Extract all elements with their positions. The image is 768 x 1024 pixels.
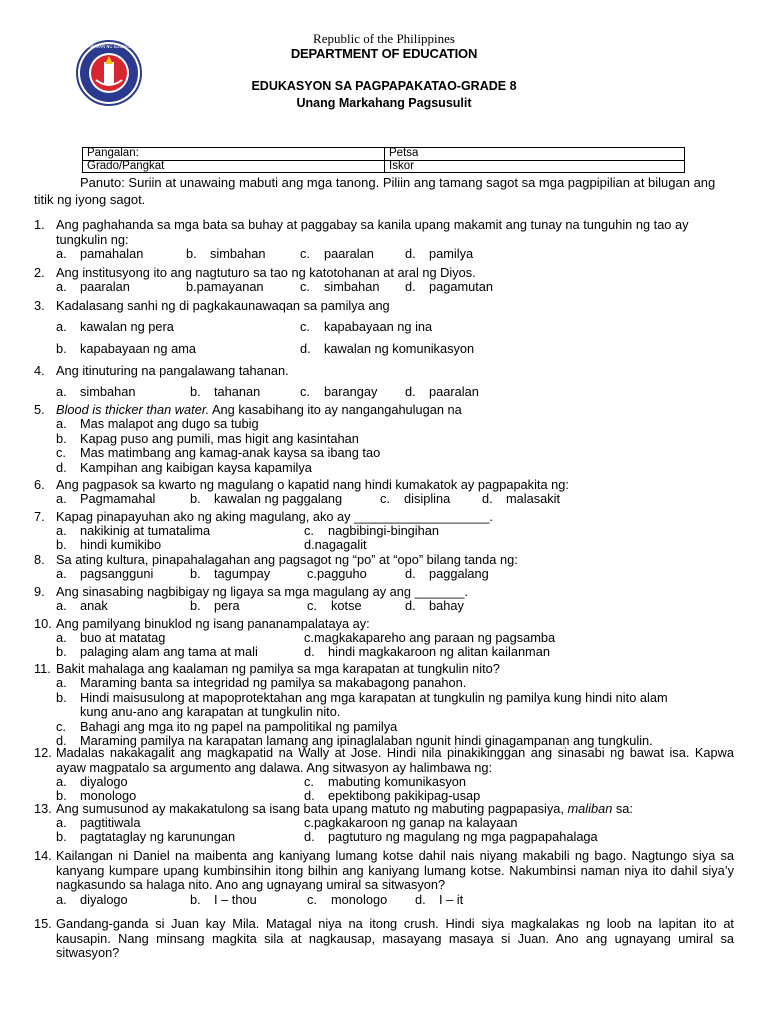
question-number: 13.: [34, 801, 52, 816]
option-letter: b.: [190, 491, 201, 506]
option-text: Pagmamahal: [80, 491, 156, 506]
question-text: [56, 478, 734, 493]
question-text-body: Ang sinasabing nagbibigay ng ligaya sa mga magulang ay ang _______.: [56, 584, 468, 599]
answer-option[interactable]: [56, 492, 155, 507]
question-text-body: Ang institusyong ito ang nagtuturo sa tao ng katotohanan at aral ng Diyos.: [56, 265, 476, 280]
option-text: anak: [80, 598, 108, 613]
answer-option[interactable]: [56, 599, 108, 614]
question-text: [56, 266, 734, 281]
answer-option[interactable]: [300, 342, 474, 357]
answer-option[interactable]: [482, 492, 560, 507]
question-text: [56, 917, 734, 961]
question-number: 7.: [34, 509, 45, 524]
option-letter: c.: [300, 246, 310, 261]
option-letter: d.: [405, 279, 416, 294]
answer-option[interactable]: [190, 893, 257, 908]
question-text-body: Bakit mahalaga ang kaalaman ng pamilya sa mga karapatan at tungkulin nito?: [56, 661, 500, 676]
option-letter: a.: [56, 319, 67, 334]
question-text-body: Ang kasabihang ito ay nangangahulugan na: [209, 402, 462, 417]
answer-option[interactable]: [186, 280, 264, 295]
subject-title: EDUKASYON SA PAGPAPAKATAO-GRADE 8: [251, 79, 517, 93]
student-info-table: [82, 147, 685, 173]
option-text: Mas matimbang ang kamag-anak kaysa sa ibang tao: [80, 445, 381, 460]
answer-option[interactable]: [56, 676, 466, 691]
option-letter: d.: [405, 598, 416, 613]
option-text: kapabayaan ng ama: [80, 341, 196, 356]
answer-option[interactable]: [56, 385, 136, 400]
option-text: Bahagi ang mga ito ng papel na pampolitikal ng pamilya: [80, 718, 398, 734]
option-text: paaralan: [324, 246, 374, 261]
option-letter: d.: [304, 644, 315, 659]
option-letter: a.: [56, 523, 67, 538]
option-text: simbahan: [324, 279, 380, 294]
option-letter: d.: [405, 246, 416, 261]
question-number: 1.: [34, 217, 45, 232]
option-text: Mas malapot ang dugo sa tubig: [80, 416, 259, 431]
answer-option[interactable]: [56, 446, 380, 461]
question-number: 2.: [34, 265, 45, 280]
option-text: kung anu-ano ang karapatan at tungkulin nito.: [80, 704, 341, 719]
question-text: [56, 585, 734, 600]
option-letter: c.: [300, 319, 310, 334]
answer-option[interactable]: [186, 247, 266, 262]
option-text: pagamutan: [429, 279, 494, 294]
option-text: pagtataglay ng karunungan: [80, 829, 236, 844]
question-12: [34, 746, 734, 775]
answer-option[interactable]: [56, 567, 153, 582]
option-text: kotse: [331, 598, 362, 613]
answer-option[interactable]: [304, 830, 598, 845]
option-letter: d.: [482, 491, 493, 506]
answer-option[interactable]: [300, 320, 432, 335]
question-9: [34, 585, 734, 600]
option-text: c.magkakapareho ang paraan ng pagsamba: [304, 630, 556, 645]
question-3: [34, 299, 734, 314]
option-text: paggalang: [429, 566, 489, 581]
answer-option[interactable]: [56, 432, 359, 447]
answer-option[interactable]: [56, 830, 235, 845]
answer-option[interactable]: [304, 645, 550, 660]
option-text: kawalan ng paggalang: [214, 491, 343, 506]
option-letter: c.: [56, 718, 66, 734]
question-text: [56, 218, 734, 247]
question-14: [34, 849, 734, 893]
option-text: c.pagguho: [307, 566, 367, 581]
option-letter: d.: [405, 566, 416, 581]
score-field[interactable]: Iskor: [385, 160, 685, 173]
option-letter: a.: [56, 416, 67, 431]
option-text: barangay: [324, 384, 378, 399]
option-letter: d.: [304, 788, 315, 803]
option-text: kawalan ng pera: [80, 319, 174, 334]
option-text: bahay: [429, 598, 464, 613]
option-letter: c.: [300, 279, 310, 294]
answer-option[interactable]: [415, 893, 463, 908]
option-text: Kampihan ang kaibigan kaysa kapamilya: [80, 459, 312, 475]
option-letter: a.: [56, 630, 67, 645]
svg-text:KAGAWARAN NG EDUKASYON: KAGAWARAN NG EDUKASYON: [79, 44, 139, 49]
option-letter: a.: [56, 675, 67, 690]
grade-section-field[interactable]: Grado/Pangkat: [83, 160, 385, 173]
option-letter: c.: [56, 445, 66, 460]
option-text: pamilya: [429, 246, 474, 261]
answer-option[interactable]: [56, 893, 128, 908]
answer-option[interactable]: [56, 320, 174, 335]
question-text-body: Kailangan ni Daniel na maibenta ang kaniyang lumang kotse dahil nais niyang makabili ng bago. Nagtungo siya sa kanyang kumpare upang kumbinsihin itong bilhin ang kaniyang lumang kotse. Nakumbinsi naman niya ito dahil siya’y nagkasundo sa halaga nito. Ano ang ugnayang umiral sa sitwasyon?: [56, 848, 734, 892]
question-number: 12.: [34, 745, 52, 760]
date-field[interactable]: Petsa: [385, 148, 685, 161]
name-field[interactable]: Pangalan:: [83, 148, 385, 161]
option-text: diyalogo: [80, 892, 128, 907]
option-text: kawalan ng komunikasyon: [324, 341, 475, 356]
option-letter: a.: [56, 246, 67, 261]
instructions: [34, 175, 734, 208]
option-text: simbahan: [210, 246, 266, 261]
question-number: 3.: [34, 298, 45, 313]
question-text-body: Kapag pinapayuhan ako ng aking magulang, ako ay ___________________.: [56, 509, 493, 524]
option-letter: b.: [56, 537, 67, 552]
option-text: pagsangguni: [80, 566, 154, 581]
option-text: hindi magkakaroon ng alitan kailanman: [328, 644, 550, 659]
option-text: nagbibingi-bingihan: [328, 523, 439, 538]
question-text-body: Gandang-ganda si Juan kay Mila. Matagal niya na itong crush. Hindi siya magkalakas ng loob na lapitan ito at kausapin. Nang minsang magkita sila at nagkausap, masayang masaya si Juan. Ano ang ugnayang umiral sa sitwasyon?: [56, 916, 734, 960]
question-2: [34, 266, 734, 281]
question-italic-text: maliban: [567, 801, 613, 816]
exam-title: Unang Markahang Pagsusulit: [296, 96, 472, 110]
option-letter: c.: [380, 491, 390, 506]
option-letter: b.: [190, 598, 201, 613]
option-letter: c.: [307, 892, 317, 907]
option-letter: b.: [190, 384, 201, 399]
option-letter: b.: [190, 892, 201, 907]
option-text: I – it: [439, 892, 464, 907]
answer-option[interactable]: [405, 247, 473, 262]
option-text: kapabayaan ng ina: [324, 319, 433, 334]
question-text-body: Ang itinuturing na pangalawang tahanan.: [56, 363, 289, 378]
question-text-end: sa:: [612, 801, 633, 816]
answer-option[interactable]: [190, 567, 270, 582]
question-number: 5.: [34, 402, 45, 417]
option-text: Hindi maisusulong at mapoprotektahan ang mga karapatan at tungkulin ng pamilya kung hindi nito alam: [80, 689, 668, 705]
question-number: 4.: [34, 363, 45, 378]
answer-option[interactable]: [56, 720, 397, 735]
option-letter: c.: [304, 774, 314, 789]
department-line: DEPARTMENT OF EDUCATION: [290, 46, 478, 61]
answer-option[interactable]: [80, 705, 340, 720]
question-number: 9.: [34, 584, 45, 599]
option-text: tagumpay: [214, 566, 271, 581]
answer-option[interactable]: [405, 385, 479, 400]
question-text: [56, 553, 734, 568]
option-text: paaralan: [80, 279, 130, 294]
option-letter: d.: [415, 892, 426, 907]
option-text: mabuting komunikasyon: [328, 774, 466, 789]
answer-option[interactable]: [307, 893, 387, 908]
question-text-body: Ang sumusunod ay makakatulong sa isang bata upang matuto ng mabuting pagpapasiya,: [56, 801, 568, 816]
option-letter: d.: [56, 459, 67, 475]
question-number: 11.: [34, 661, 51, 676]
question-text: [56, 299, 734, 314]
question-number: 14.: [34, 848, 52, 863]
option-letter: a.: [56, 815, 67, 830]
option-letter: a.: [56, 774, 67, 789]
option-letter: d.: [304, 829, 315, 844]
option-letter: b.: [56, 430, 67, 446]
option-letter: a.: [56, 384, 67, 399]
question-number: 6.: [34, 477, 45, 492]
answer-option[interactable]: [56, 645, 258, 660]
option-letter: a.: [56, 566, 67, 581]
document-header: [0, 0, 768, 140]
answer-option[interactable]: [56, 280, 130, 295]
answer-option[interactable]: [300, 247, 374, 262]
answer-option[interactable]: [300, 280, 380, 295]
option-text: Maraming pamilya na karapatan lamang ang ipinaglalaban ngunit hindi ginagampanan ang tungkulin.: [80, 733, 653, 748]
question-number: 15.: [34, 916, 52, 931]
option-letter: c.: [304, 523, 314, 538]
answer-option[interactable]: [190, 599, 240, 614]
option-text: disiplina: [404, 491, 451, 506]
option-letter: b.: [56, 689, 67, 705]
option-text: buo at matatag: [80, 630, 166, 645]
option-text: epektibong pakikipag-usap: [328, 788, 481, 803]
option-text: c.pagkakaroon ng ganap na kalayaan: [304, 815, 518, 830]
question-text: [56, 364, 734, 379]
answer-option[interactable]: [307, 567, 367, 582]
option-text: monologo: [331, 892, 388, 907]
option-letter: b.: [56, 788, 67, 803]
answer-option[interactable]: [56, 342, 196, 357]
option-text: simbahan: [80, 384, 136, 399]
question-4: [34, 364, 734, 379]
option-text: pagtuturo ng magulang ng mga pagpapahalaga: [328, 829, 598, 844]
question-15: [34, 917, 734, 961]
option-letter: a.: [56, 598, 67, 613]
option-letter: a.: [56, 491, 67, 506]
option-text: hindi kumikibo: [80, 537, 162, 552]
answer-option[interactable]: [405, 280, 493, 295]
option-text: palaging alam ang tama at mali: [80, 644, 258, 659]
option-text: Kapag puso ang pumili, mas higit ang kasintahan: [80, 430, 359, 446]
answer-option[interactable]: [56, 461, 312, 476]
question-number: 10.: [34, 616, 52, 631]
option-letter: c.: [307, 598, 317, 613]
option-letter: a.: [56, 892, 67, 907]
question-text-body: Ang pagpasok sa kwarto ng magulang o kapatid nang hindi kumakatok ay pagpapakita ng:: [56, 477, 569, 492]
republic-line: Republic of the Philippines: [313, 31, 455, 46]
option-text: I – thou: [214, 892, 257, 907]
option-letter: c.: [300, 384, 310, 399]
answer-option[interactable]: [307, 599, 362, 614]
question-text-body: Madalas nakakagalit ang magkapatid na Wally at Jose. Hindi nila pinakikinggan ang sinasabi ng bawat isa. Kapwa ayaw magpatalo sa argumento ang dalawa. Ang sitwasyon ay halimbawa ng:: [56, 745, 734, 775]
instructions-text: Panuto: Suriin at unawaing mabuti ang mga tanong. Piliin ang tamang sagot sa mga pagpipilian at bilugan ang titik ng iyong sagot.: [34, 175, 716, 207]
answer-option[interactable]: [300, 385, 377, 400]
question-text-body: Ang paghahanda sa mga bata sa buhay at paggabay sa kanila upang makamit ang tunay na tunguhin ng tao ay tungkulin ng:: [56, 217, 689, 247]
answer-option[interactable]: [56, 417, 259, 432]
answer-option[interactable]: [405, 567, 489, 582]
option-text: pamahalan: [80, 246, 144, 261]
option-text: monologo: [80, 788, 137, 803]
option-letter: b.: [186, 246, 197, 261]
option-text: d.nagagalit: [304, 537, 367, 552]
answer-option[interactable]: [405, 599, 464, 614]
option-letter: d.: [405, 384, 416, 399]
question-text-body: Sa ating kultura, pinapahalagahan ang pagsagot ng “po” at “opo” bilang tanda ng:: [56, 552, 518, 567]
answer-option[interactable]: [190, 492, 342, 507]
question-text: [56, 849, 734, 893]
option-text: nakikinig at tumatalima: [80, 523, 211, 538]
option-letter: d.: [56, 733, 67, 748]
answer-option[interactable]: [56, 691, 668, 706]
answer-option[interactable]: [190, 385, 260, 400]
option-text: diyalogo: [80, 774, 128, 789]
option-text: pera: [214, 598, 240, 613]
option-text: malasakit: [506, 491, 561, 506]
question-text-body: Ang pamilyang binuklod ng isang pananampalataya ay:: [56, 616, 370, 631]
option-letter: b.: [190, 566, 201, 581]
answer-option[interactable]: [304, 538, 367, 553]
answer-option[interactable]: [56, 247, 143, 262]
answer-option[interactable]: [56, 538, 161, 553]
question-italic-text: Blood is thicker than water.: [56, 402, 210, 417]
option-text: tahanan: [214, 384, 261, 399]
question-text-body: Kadalasang sanhi ng di pagkakaunawaqan sa pamilya ang: [56, 298, 390, 313]
option-letter: b.: [56, 829, 67, 844]
question-number: 8.: [34, 552, 45, 567]
option-text: b.pamayanan: [186, 279, 264, 294]
option-letter: d.: [300, 341, 311, 356]
answer-option[interactable]: [380, 492, 450, 507]
question-1: [34, 218, 734, 247]
option-letter: a.: [56, 279, 67, 294]
option-text: paaralan: [429, 384, 479, 399]
question-text: [56, 746, 734, 775]
option-letter: b.: [56, 341, 67, 356]
option-letter: b.: [56, 644, 67, 659]
option-text: Maraming banta sa integridad ng pamilya sa makabagong panahon.: [80, 675, 467, 690]
option-text: pagtitiwala: [80, 815, 141, 830]
